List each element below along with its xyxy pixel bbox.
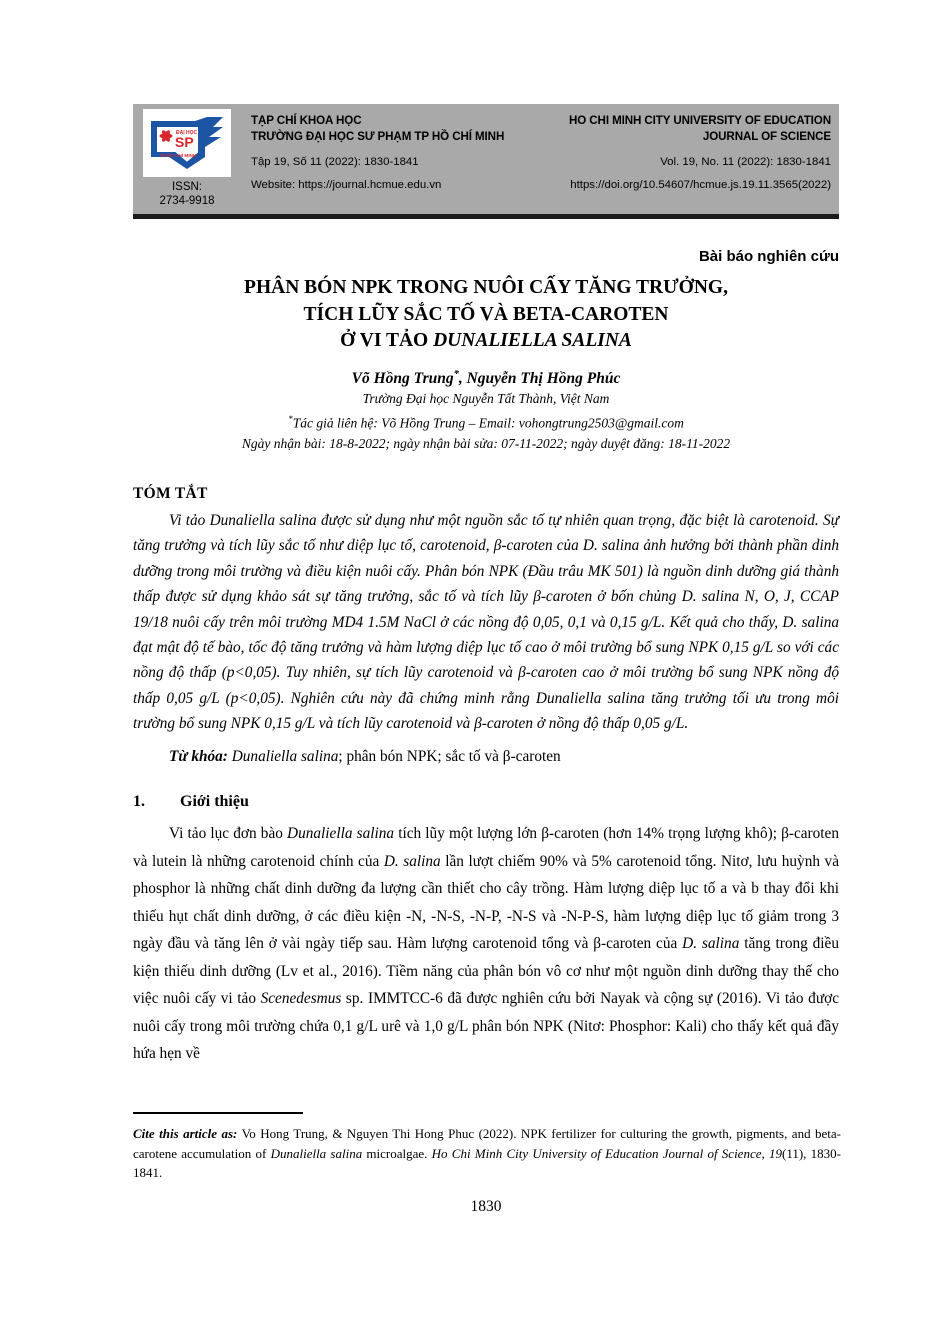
intro-text-1: Vi tảo lục đơn bào [169, 825, 288, 842]
author-primary: Võ Hồng Trung [351, 370, 454, 388]
title-line-2: TÍCH LŨY SẮC TỐ VÀ BETA-CAROTEN [303, 303, 669, 325]
author-names [133, 364, 839, 389]
footnote-divider [133, 1112, 303, 1114]
corresponding-marker-icon: * [288, 414, 293, 425]
journal-title-vi-line1: TẠP CHÍ KHOA HỌC [251, 114, 362, 127]
section-1-number: 1. [133, 793, 145, 810]
title-line-3-prefix: Ở VI TẢO [340, 330, 434, 351]
abstract-heading: TÓM TẮT [133, 485, 208, 502]
issn-block [141, 180, 233, 208]
svg-text:SP: SP [175, 134, 194, 150]
keyword-species: Dunaliella salina [231, 748, 339, 765]
volume-info-en: Vol. 19, No. 11 (2022): 1830-1841 [660, 156, 831, 168]
author-secondary: , Nguyễn Thị Hồng Phúc [458, 370, 621, 388]
intro-species-3: D. salina [682, 935, 740, 952]
article-type-label: Bài báo nghiên cứu [698, 248, 839, 265]
page-title [133, 275, 839, 355]
intro-text-5: sp. IMMTCC-6 đã được nghiên cứu bởi Nayak và cộng sự (2016). Vi tảo được nuôi cấy trong môi trường chứa 0,1 g/L urê và 1,0 g/L phân bón NPK (Nitơ: Phosphor: Kali) cho thấy kết quả đầy hứa hẹn về [133, 990, 839, 1062]
masthead-right-column [541, 113, 831, 193]
hcmue-logo-icon [147, 113, 227, 173]
corresponding-author-line [133, 409, 839, 434]
author-block [133, 364, 839, 454]
citation-text-2: microalgae. [362, 1145, 432, 1161]
keywords-label: Từ khóa: [169, 748, 228, 765]
journal-title-en-line2: JOURNAL OF SCIENCE [702, 129, 831, 143]
intro-species-4: Scenedesmus [260, 990, 342, 1007]
corresponding-author-text: Tác giả liên hệ: Võ Hồng Trung – Email: vohongtrung2503@gmail.com [292, 415, 684, 431]
citation-journal: Ho Chi Minh City University of Education Journal of Science, 19 [431, 1145, 782, 1161]
title-line-1: PHÂN BÓN NPK TRONG NUÔI CẤY TĂNG TRƯỞNG, [244, 277, 728, 298]
page-number: 1830 [470, 1198, 502, 1215]
abstract-text: Vi tảo Dunaliella salina được sử dụng như một nguồn sắc tố tự nhiên quan trọng, đặc biệt là carotenoid. Sự tăng trưởng và tích lũy sắc tố như diệp lục tố, carotenoid, β-caroten của D. salina ảnh hưởng bởi thành phần dinh dưỡng trong môi trường và điều kiện nuôi cấy. Phân bón NPK (Đầu trâu MK 501) là nguồn dinh dưỡng giá thành thấp được sử dụng khảo sát sự tăng trưởng, sắc tố và tích lũy β-caroten ở bốn chủng D. salina N, O, J, CCAP 19/18 nuôi cấy trên môi trường MD4 1.5M NaCl ở các nồng độ 0,05, 0,1 và 0,15 g/L. Kết quả cho thấy, D. salina đạt mật độ tế bào, tốc độ tăng trưởng và hàm lượng diệp lục tố cao ở môi trường bổ sung NPK 0,15 g/L so với các nồng độ thấp (p<0,05). Tuy nhiên, sự tích lũy carotenoid và β-caroten cao ở môi trường bổ sung NPK nồng độ thấp 0,05 g/L (p<0,05). Nghiên cứu này đã chứng minh rằng Dunaliella salina tăng trưởng tối ưu trong môi trường bổ sung NPK 0,15 g/L và tích lũy carotenoid và β-caroten ở nồng độ thấp 0,05 g/L. [133, 512, 839, 733]
intro-species-1: Dunaliella salina [287, 825, 395, 842]
doi-link[interactable]: https://doi.org/10.54607/hcmue.js.19.11.3565(2022) [570, 179, 831, 191]
issn-value: 2734-9918 [159, 195, 215, 207]
citation-footnote [133, 1124, 841, 1183]
corresponding-author-marker: * [453, 369, 459, 380]
introduction-paragraph [133, 820, 839, 1068]
citation-text-3: (11), 1830-1841. [133, 1145, 841, 1180]
masthead-left-column [251, 113, 541, 193]
issn-label: ISSN: [171, 181, 203, 193]
svg-text:ĐẠI HỌC: ĐẠI HỌC [176, 130, 198, 136]
citation-label: Cite this article as: [133, 1126, 238, 1141]
submission-dates: Ngày nhận bài: 18-8-2022; ngày nhận bài sửa: 07-11-2022; ngày duyệt đăng: 18-11-2022 [241, 435, 731, 451]
svg-text:TP HỒ CHÍ MINH: TP HỒ CHÍ MINH [160, 153, 197, 158]
journal-title-en-line1: HO CHI MINH CITY UNIVERSITY OF EDUCATION [568, 114, 831, 127]
volume-info-vi: Tập 19, Số 11 (2022): 1830-1841 [251, 156, 419, 168]
author-affiliation: Trường Đại học Nguyễn Tất Thành, Việt Nam [362, 391, 610, 407]
journal-title-vi-line2: TRƯỜNG ĐẠI HỌC SƯ PHẠM TP HỒ CHÍ MINH [251, 129, 505, 143]
intro-species-2: D. salina [383, 852, 441, 870]
citation-text-1: Vo Hong Trung, & Nguyen Thi Hong Phuc (2022). NPK fertilizer for culturing the growth, pigments, and beta-carotene accumulation of [133, 1126, 841, 1161]
journal-masthead [133, 104, 839, 214]
intro-text-2: tích lũy một lượng lớn β-caroten (hơn 14% trọng lượng khô); β-caroten và lutein là những carotenoid chính của [133, 825, 839, 870]
citation-species: Dunaliella salina [270, 1145, 363, 1161]
keywords-line [133, 745, 839, 769]
keywords-rest: ; phân bón NPK; sắc tố và β-caroten [338, 748, 561, 765]
section-1-heading [133, 793, 839, 811]
masthead-divider-rule [133, 214, 839, 219]
section-1-title: Giới thiệu [180, 793, 249, 810]
intro-text-3: lần lượt chiếm 90% và 5% carotenoid tổng. Nitơ, lưu huỳnh và phosphor là những chất dinh dưỡng đa lượng cần thiết cho cây trồng. Hàm lượng diệp lục tố a và b thay đổi khi thiếu hụt chất dinh dưỡng, ở các điều kiện -N, -N-S, -N-P, -N-S và -N-P-S, hàm lượng diệp lục tố giảm trong 3 ngày đầu và tăng lên ở vài ngày tiếp sau. Hàm lượng carotenoid tổng và β-caroten của [133, 852, 839, 952]
intro-text-4: tăng trong điều kiện thiếu dinh dưỡng (Lv et al., 2016). Tiềm năng của phân bón vô cơ như một nguồn dinh dưỡng thay thế cho việc nuôi cấy vi tảo [133, 935, 839, 1007]
title-species-name: DUNALIELLA SALINA [433, 330, 632, 351]
journal-logo [143, 109, 231, 177]
journal-website[interactable]: Website: https://journal.hcmue.edu.vn [251, 179, 442, 191]
title-line-3 [133, 328, 839, 355]
